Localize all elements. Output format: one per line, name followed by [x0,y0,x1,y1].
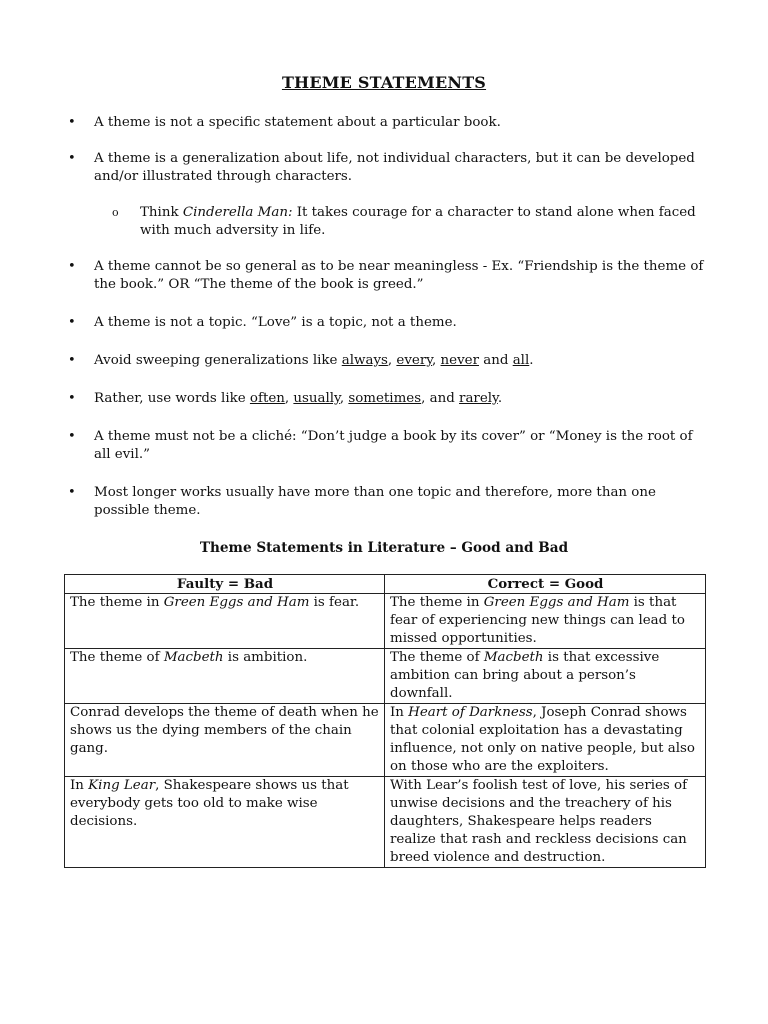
list-item: • A theme is not a specific statement about a particular book. [68,115,501,130]
table-row [65,777,706,868]
header-correct: Correct = Good [385,575,706,594]
theme-comparison-table [64,574,706,868]
faulty-cell: Conrad develops the theme of death when he shows us the dying members of the chain gang. [65,704,385,777]
section-subtitle: Theme Statements in Literature – Good and Bad [199,540,569,556]
header-faulty: Faulty = Bad [65,575,385,594]
list-item: • Avoid sweeping generalizations like always, every, never and all. [68,353,534,368]
bullet-icon: • [68,429,76,444]
faulty-cell: The theme of Macbeth is ambition. [65,649,385,704]
list-item: • A theme is a generalization about life, not individual characters, but it can be developed and/or illustrated through characters. o Think Cinderella Man: It takes courage for a character to stand alone when faced with much adversity in life. [64,150,704,240]
bullet-icon: • [68,259,76,274]
correct-cell: The theme in Green Eggs and Ham is that fear of experiencing new things can lead to missed opportunities. [385,594,706,649]
list-item: • A theme must not be a cliché: “Don’t judge a book by its cover” or “Money is the root of all evil.” [68,429,693,462]
table-row [65,704,706,777]
bullet-icon: • [68,391,76,406]
sub-list [94,204,704,240]
circle-bullet-icon: o [112,206,119,219]
table-row [65,594,706,649]
table-row [65,649,706,704]
correct-cell: The theme of Macbeth is that excessive ambition can bring about a person’s downfall. [385,649,706,704]
faulty-cell: In King Lear, Shakespeare shows us that everybody gets too old to make wise decisions. [65,777,385,868]
faulty-cell: The theme in Green Eggs and Ham is fear. [65,594,385,649]
page-title: THEME STATEMENTS [281,73,487,92]
list-item: • Most longer works usually have more than one topic and therefore, more than one possible theme. [68,485,656,518]
theme-rules-list [64,114,704,520]
bullet-icon: • [68,315,76,330]
sub-list-item: o Think Cinderella Man: It takes courage for a character to stand alone when faced with much adversity in life. [112,205,696,238]
bullet-icon: • [68,151,76,166]
correct-cell: In Heart of Darkness, Joseph Conrad shows that colonial exploitation has a devastating influence, not only on native people, but also on those who are the exploiters. [385,704,706,777]
table-header-row [65,575,706,594]
correct-cell: With Lear’s foolish test of love, his series of unwise decisions and the treachery of his daughters, Shakespeare helps readers realize that rash and reckless decisions can breed violence and destruction. [385,777,706,868]
list-item: • Rather, use words like often, usually, sometimes, and rarely. [68,391,503,406]
bullet-icon: • [68,115,76,130]
list-item: • A theme is not a topic. “Love” is a topic, not a theme. [68,315,457,330]
list-item: • A theme cannot be so general as to be near meaningless - Ex. “Friendship is the theme of the book.” OR “The theme of the book is greed.” [68,259,704,292]
bullet-icon: • [68,485,76,500]
bullet-icon: • [68,353,76,368]
